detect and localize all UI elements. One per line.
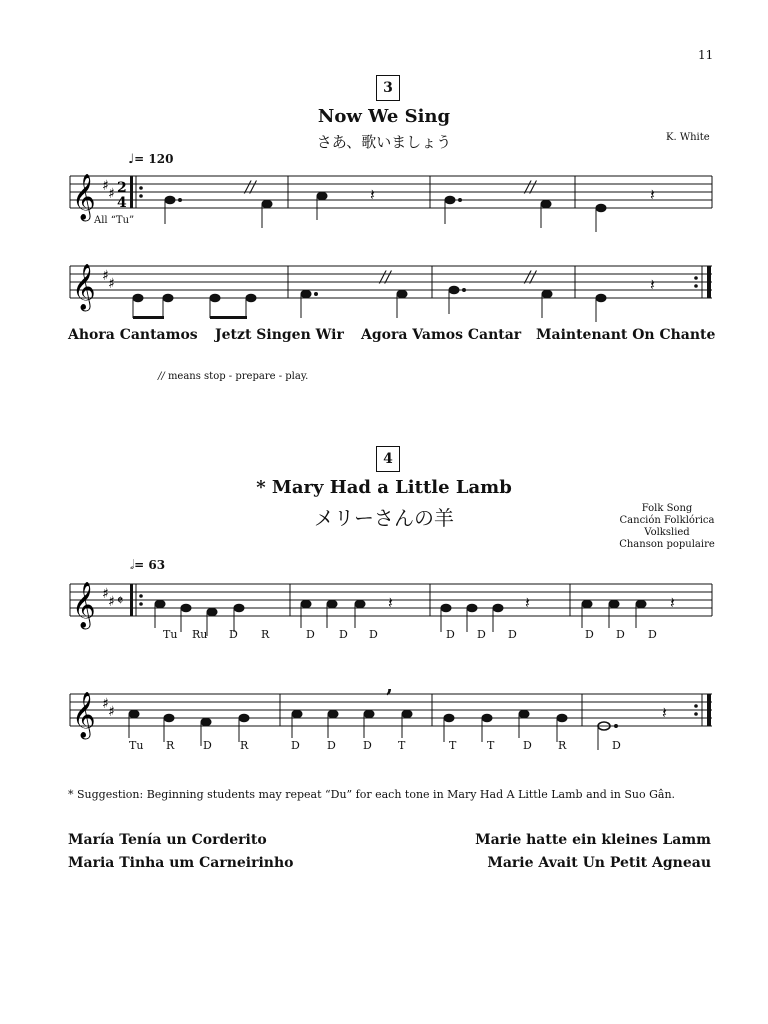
note	[449, 286, 459, 294]
source-line: Chanson populaire	[619, 539, 715, 550]
syllable: R	[558, 739, 567, 752]
syllable: D	[648, 628, 657, 641]
treble-clef-icon: 𝄞	[72, 264, 96, 310]
stop-mark-icon: //	[525, 267, 536, 286]
sharp-icon: ♯	[108, 594, 115, 610]
source-line: Canción Folklórica	[619, 515, 715, 526]
note	[596, 294, 606, 302]
quarter-rest-icon: 𝄽	[662, 703, 667, 722]
note	[133, 294, 143, 302]
measure	[317, 185, 375, 220]
sharp-icon: ♯	[102, 586, 109, 602]
syllable: D	[508, 628, 517, 641]
quarter-rest-icon: 𝄽	[650, 275, 655, 294]
syllable-row	[0, 739, 768, 753]
quarter-rest-icon: 𝄽	[650, 185, 655, 204]
treble-clef-icon: 𝄞	[72, 692, 96, 738]
treble-clef-icon: 𝄞	[72, 174, 96, 220]
measure	[445, 177, 551, 228]
note	[163, 294, 173, 302]
syllable: D	[229, 628, 238, 641]
measure	[441, 593, 530, 632]
note	[201, 718, 211, 726]
translation-french: Marie Avait Un Petit Agneau	[487, 855, 711, 871]
note	[301, 600, 311, 608]
syllable: D	[585, 628, 594, 641]
note	[636, 600, 646, 608]
sharp-icon: ♯	[108, 186, 115, 202]
dot	[179, 199, 182, 202]
note	[596, 204, 606, 212]
common-time-cut-icon: 𝄵	[117, 593, 124, 609]
sharp-icon: ♯	[108, 704, 115, 720]
tempo-marking	[130, 554, 165, 573]
translation-german: Marie hatte ein kleines Lamm	[475, 832, 711, 848]
exercise-number-box: 3	[376, 75, 400, 101]
measure	[449, 267, 552, 318]
note	[327, 600, 337, 608]
note	[467, 604, 477, 612]
tempo-value: = 120	[134, 152, 174, 166]
source-credit	[612, 503, 722, 551]
instruction-text: All “Tu”	[94, 215, 135, 226]
time-signature-bottom: 4	[117, 195, 127, 211]
note	[441, 604, 451, 612]
treble-clef-icon: 𝄞	[72, 582, 96, 628]
translation-spanish: María Tenía un Corderito	[68, 832, 267, 848]
music-staff	[70, 580, 715, 630]
syllable: D	[369, 628, 378, 641]
note	[207, 608, 217, 616]
legend-text: means stop - prepare - play.	[167, 371, 309, 382]
note	[609, 600, 619, 608]
syllable: D	[363, 739, 372, 752]
dot	[463, 289, 466, 292]
note	[482, 714, 492, 722]
note	[234, 604, 244, 612]
measure	[301, 593, 393, 628]
syllable: D	[306, 628, 315, 641]
music-staff	[70, 172, 715, 222]
translation-german: Jetzt Singen Wir	[215, 327, 344, 343]
sharp-icon: ♯	[102, 268, 109, 284]
note	[246, 294, 256, 302]
note	[557, 714, 567, 722]
quarter-rest-icon: 𝄽	[370, 185, 375, 204]
dot	[459, 199, 462, 202]
quarter-rest-icon: 𝄽	[388, 593, 393, 612]
sharp-icon: ♯	[102, 696, 109, 712]
note	[301, 290, 311, 298]
note	[445, 196, 455, 204]
syllable: D	[477, 628, 486, 641]
note	[397, 290, 407, 298]
syllable: T	[449, 739, 457, 752]
syllable: T	[487, 739, 495, 752]
syllable: D	[203, 739, 212, 752]
measure	[582, 593, 675, 628]
note	[402, 710, 412, 718]
syllable-row	[0, 628, 768, 642]
note	[164, 714, 174, 722]
syllable: R	[261, 628, 270, 641]
music-staff	[70, 673, 715, 740]
footnote: * Suggestion: Beginning students may repeat “Du” for each tone in Mary Had A Little Lamb and in Suo Gân.	[68, 788, 676, 801]
syllable: D	[612, 739, 621, 752]
note	[519, 710, 529, 718]
time-signature-top: 2	[117, 180, 127, 196]
sharp-icon: ♯	[102, 178, 109, 194]
note	[165, 196, 175, 204]
note	[582, 600, 592, 608]
note	[317, 192, 327, 200]
dot	[315, 293, 318, 296]
source-line: Volkslied	[644, 527, 690, 538]
exercise-title: Now We Sing	[317, 106, 451, 127]
note	[355, 600, 365, 608]
syllable: D	[339, 628, 348, 641]
measure	[301, 267, 407, 318]
syllable: Tu	[129, 739, 144, 752]
exercise-subtitle-japanese: メリーさんの羊	[314, 506, 454, 530]
stop-mark-icon: //	[380, 267, 391, 286]
syllable: T	[398, 739, 406, 752]
note	[541, 200, 551, 208]
measure	[292, 673, 412, 738]
syllable: Ru	[192, 628, 208, 641]
tempo-value: = 63	[134, 558, 166, 572]
syllable: D	[291, 739, 300, 752]
stop-mark-icon: //	[245, 177, 256, 196]
syllable: R	[166, 739, 175, 752]
exercise-number-box: 4	[376, 446, 400, 472]
translation-portuguese: Maria Tinha um Carneirinho	[68, 855, 294, 871]
page-number: 11	[698, 48, 714, 62]
note	[210, 294, 220, 302]
note	[542, 290, 552, 298]
note	[444, 714, 454, 722]
note	[292, 710, 302, 718]
note	[262, 200, 272, 208]
note	[181, 604, 191, 612]
half-note-icon: 𝅗𝅥	[130, 558, 135, 573]
syllable: D	[523, 739, 532, 752]
breath-mark-icon: ,	[386, 673, 393, 697]
quarter-rest-icon: 𝄽	[525, 593, 530, 612]
translation-french: Maintenant On Chante	[536, 327, 716, 343]
note	[364, 710, 374, 718]
exercise-title: * Mary Had a Little Lamb	[256, 477, 512, 498]
syllable: D	[616, 628, 625, 641]
dot	[615, 725, 618, 728]
note	[493, 604, 503, 612]
measure	[165, 177, 272, 228]
note	[155, 600, 165, 608]
note	[239, 714, 249, 722]
music-staff	[70, 262, 715, 312]
stop-mark-icon: //	[158, 371, 165, 382]
tempo-marking	[128, 148, 173, 167]
note	[328, 710, 338, 718]
syllable: R	[240, 739, 249, 752]
source-line: Folk Song	[641, 503, 693, 514]
quarter-rest-icon: 𝄽	[670, 593, 675, 612]
composer-credit: K. White	[666, 132, 710, 143]
syllable: Tu	[163, 628, 178, 641]
syllable: D	[446, 628, 455, 641]
note	[129, 710, 139, 718]
quarter-note-icon: ♩	[128, 152, 135, 167]
legend-line	[158, 371, 308, 382]
translation-portuguese: Agora Vamos Cantar	[361, 327, 522, 343]
sharp-icon: ♯	[108, 276, 115, 292]
exercise-subtitle-japanese: さあ、歌いましょう	[316, 133, 452, 151]
stop-mark-icon: //	[525, 177, 536, 196]
translation-spanish: Ahora Cantamos	[68, 327, 198, 343]
syllable: D	[327, 739, 336, 752]
